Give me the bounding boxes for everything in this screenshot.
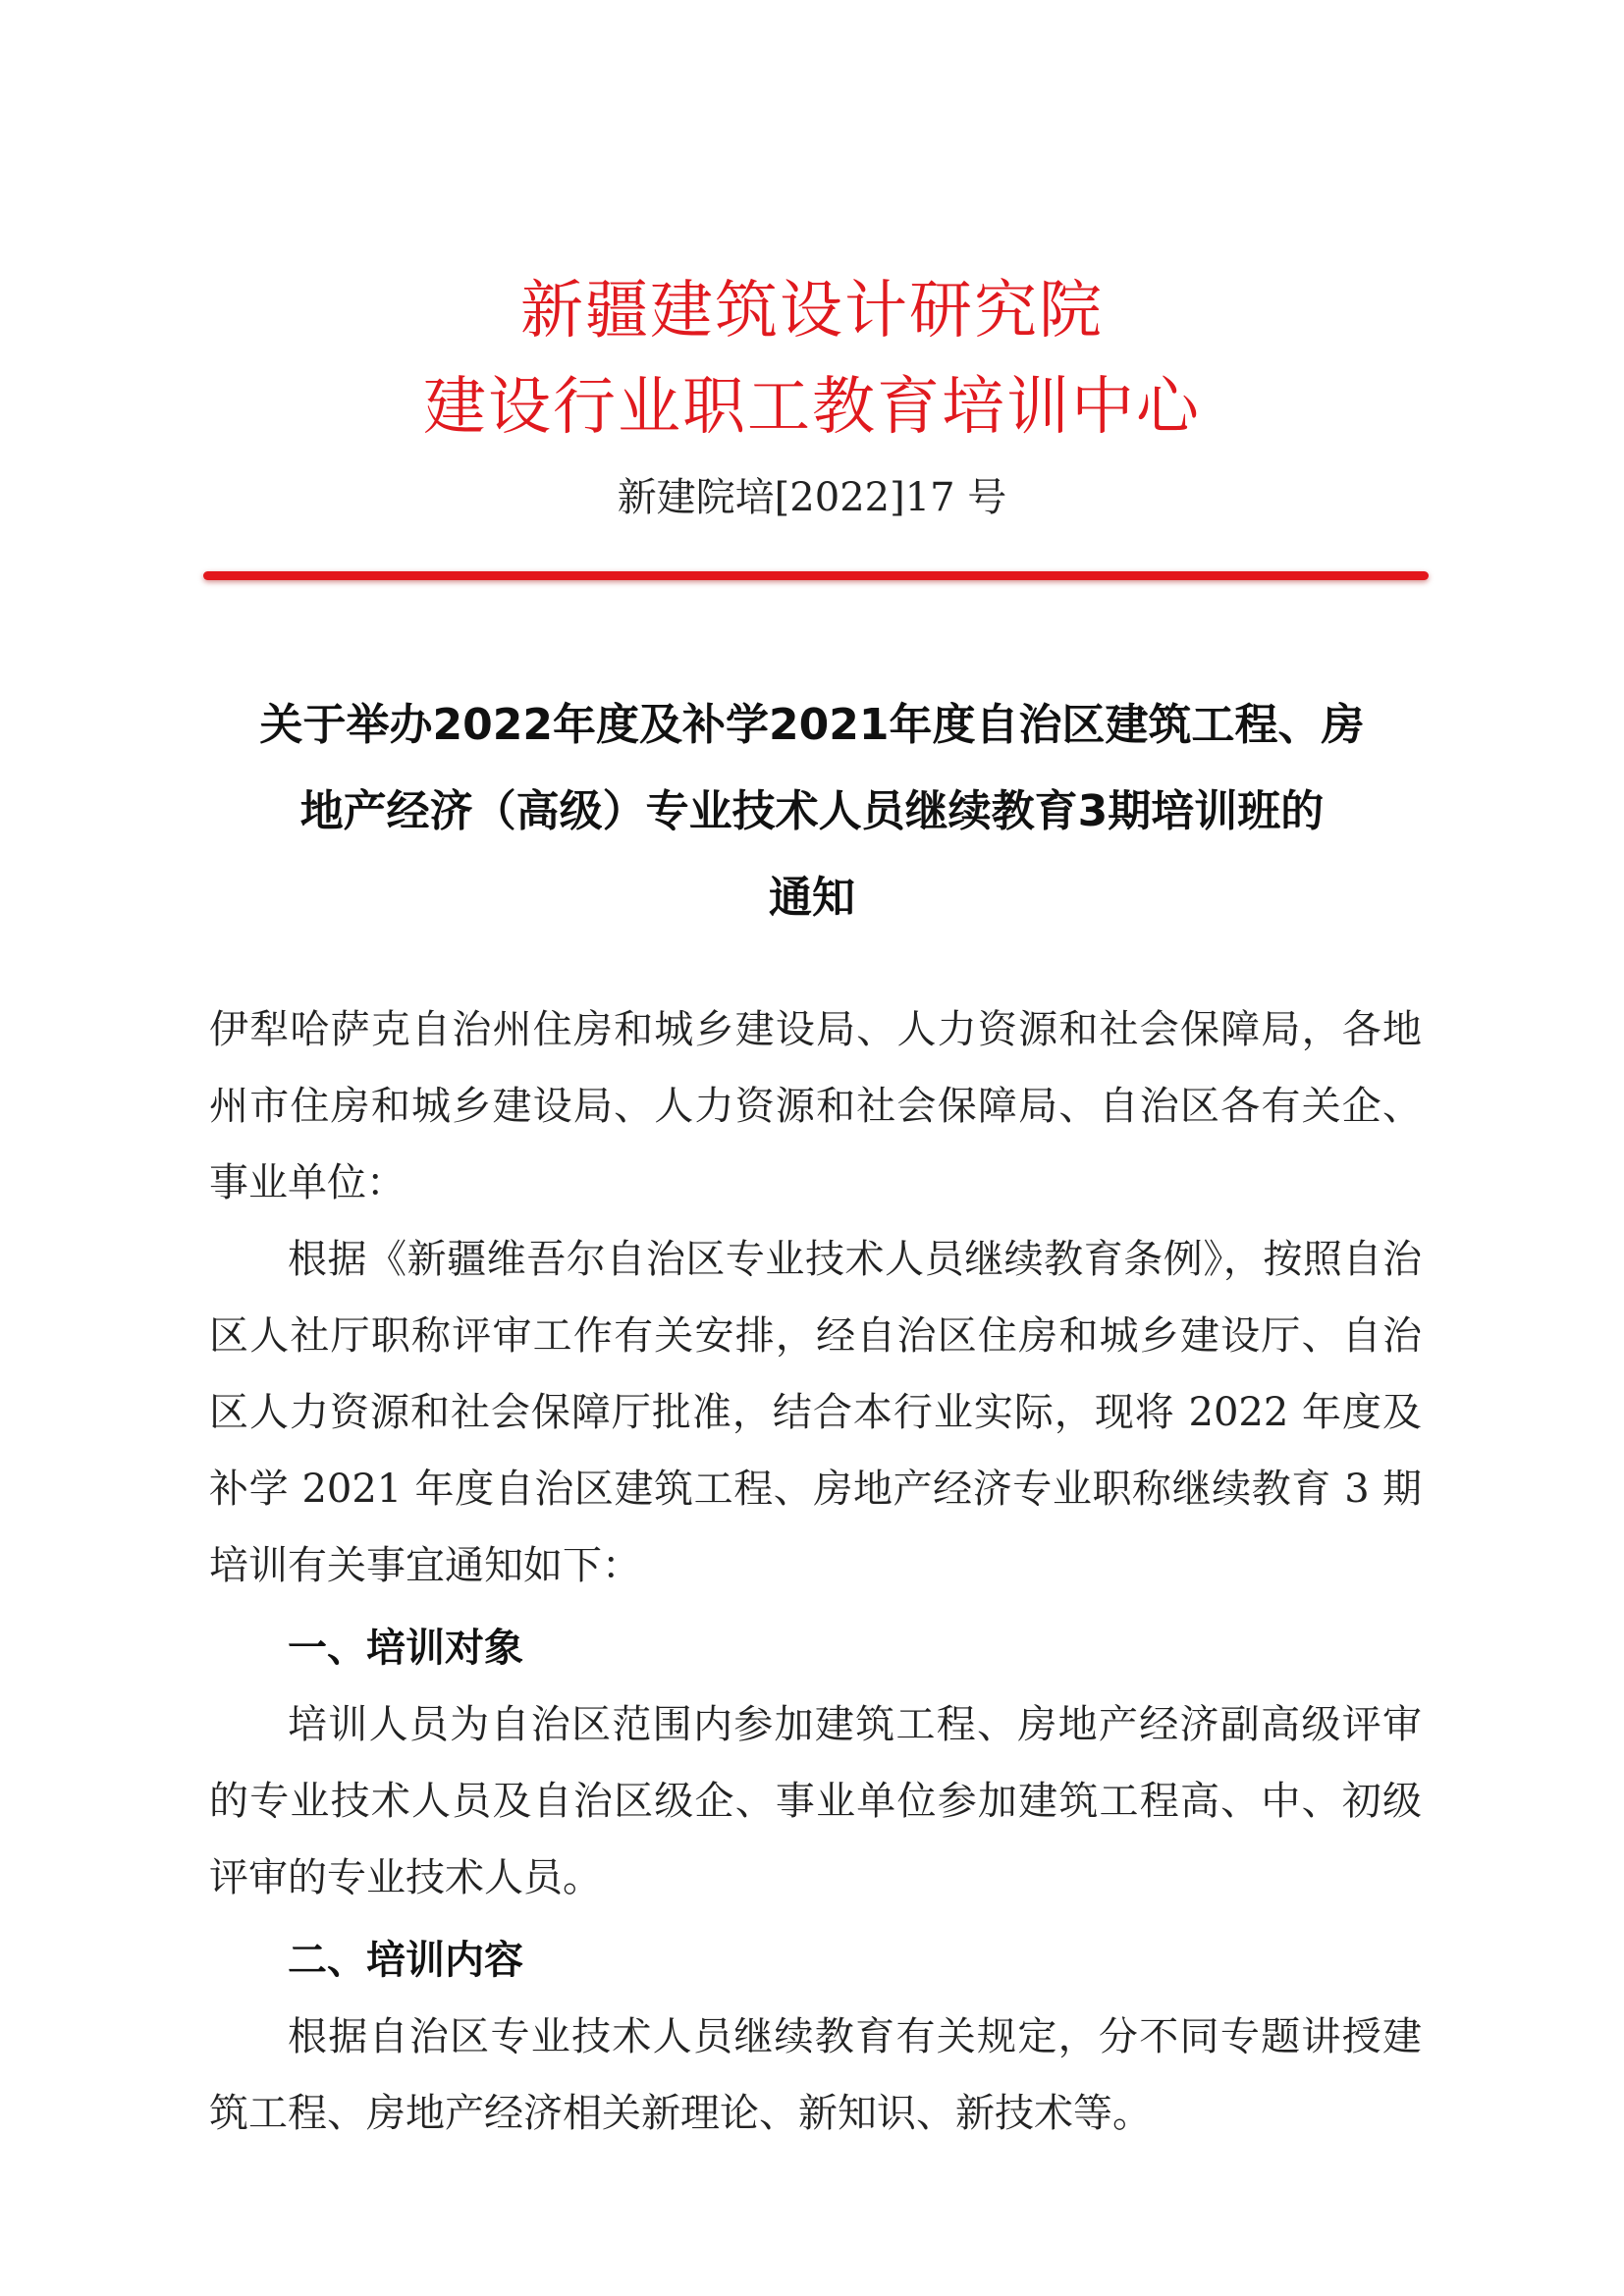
salutation-paragraph: 伊犁哈萨克自治州住房和城乡建设局、人力资源和社会保障局，各地州市住房和城乡建设局、人力资源和社会保障局、自治区各有关企、事业单位： xyxy=(209,1007,1422,1205)
letterhead xyxy=(0,275,1624,456)
notice-title xyxy=(216,682,1408,941)
title-line-3: 通知 xyxy=(769,873,855,923)
section-2-paragraph: 根据自治区专业技术人员继续教育有关规定，分不同专题讲授建筑工程、房地产经济相关新理论、新知识、新技术等。 xyxy=(209,2014,1422,2136)
notice-body xyxy=(209,991,1422,2152)
document-number: 新建院培[2022]17 号 xyxy=(617,475,1007,520)
title-line-1: 关于举办2022年度及补学2021年度自治区建筑工程、房 xyxy=(259,700,1365,750)
section-2-heading: 二、培训内容 xyxy=(288,1938,523,1983)
section-1-heading: 一、培训对象 xyxy=(288,1626,523,1671)
title-line-2: 地产经济（高级）专业技术人员继续教育3期培训班的 xyxy=(299,786,1325,836)
intro-paragraph: 根据《新疆维吾尔自治区专业技术人员继续教育条例》，按照自治区人社厅职称评审工作有关安排，经自治区住房和城乡建设厅、自治区人力资源和社会保障厅批准，结合本行业实际，现将 2022 年度及补学 2021 年度自治区建筑工程、房地产经济专业职称继续教育 3 期培训有关事宜通知如下： xyxy=(209,1237,1422,1588)
org-name-line-2: 建设行业职工教育培训中心 xyxy=(423,371,1201,444)
org-name-line-1: 新疆建筑设计研究院 xyxy=(520,275,1104,347)
red-divider-line xyxy=(203,571,1429,580)
section-1-paragraph: 培训人员为自治区范围内参加建筑工程、房地产经济副高级评审的专业技术人员及自治区级企、事业单位参加建筑工程高、中、初级评审的专业技术人员。 xyxy=(209,1702,1422,1900)
